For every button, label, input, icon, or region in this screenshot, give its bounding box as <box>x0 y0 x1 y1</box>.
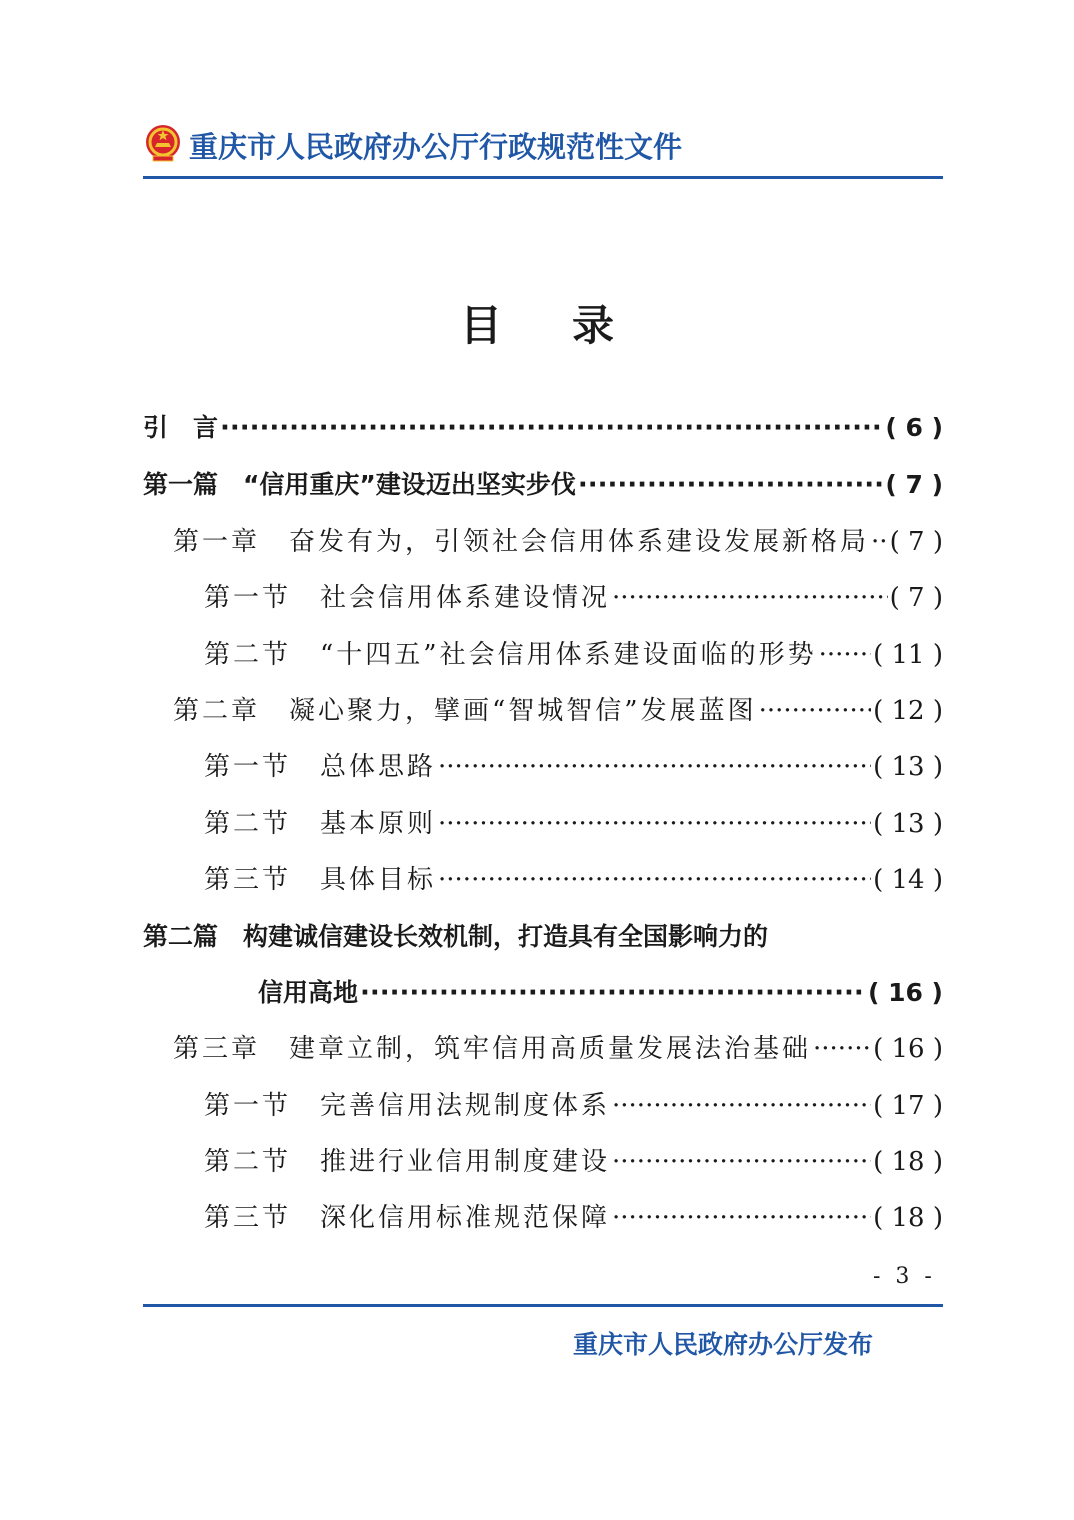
toc-entry-label: 第一节 总体思路 <box>204 752 437 782</box>
toc-entry[interactable] <box>204 577 943 615</box>
toc-entry-page: ( 11 ) <box>873 640 943 670</box>
toc-entry[interactable] <box>204 634 943 672</box>
toc-entry-page: ( 7 ) <box>889 527 943 557</box>
toc-entry-label: 第一节 社会信用体系建设情况 <box>204 583 611 613</box>
toc-entry-label: 第三节 深化信用标准规范保障 <box>204 1203 611 1233</box>
dot-leader <box>819 640 872 670</box>
national-emblem-icon <box>143 123 183 163</box>
toc-entry[interactable] <box>143 465 943 503</box>
dot-leader <box>438 865 871 895</box>
footer-publisher: 重庆市人民政府办公厅发布 <box>573 1330 874 1359</box>
dot-leader <box>578 470 883 500</box>
toc-entry[interactable] <box>258 973 943 1011</box>
toc-entry-label: 第二节 “十四五”社会信用体系建设面临的形势 <box>204 640 817 670</box>
toc-entry-label: 第三节 具体目标 <box>204 865 437 895</box>
toc-entry[interactable] <box>173 521 943 559</box>
toc-entry-page: ( 7 ) <box>885 470 943 499</box>
toc-entry-page: ( 18 ) <box>873 1147 943 1177</box>
dot-leader <box>612 583 888 613</box>
dot-leader <box>438 752 871 782</box>
toc-entry[interactable] <box>204 746 943 784</box>
toc-entry-label: 第二节 基本原则 <box>204 809 437 839</box>
toc-entry-page: ( 12 ) <box>873 696 943 726</box>
toc-entry-continuation: 信用高地 <box>258 978 359 1007</box>
dot-leader <box>360 978 866 1008</box>
toc-entry-page: ( 16 ) <box>873 1034 943 1064</box>
toc-entry-page: ( 14 ) <box>873 865 943 895</box>
toc-entry-page: ( 16 ) <box>867 978 943 1007</box>
toc-entry[interactable] <box>204 1085 943 1123</box>
toc-entry-page: ( 13 ) <box>873 809 943 839</box>
toc-entry-page: ( 18 ) <box>873 1203 943 1233</box>
header-rule <box>143 176 943 179</box>
document-header <box>143 118 943 178</box>
toc-entry[interactable] <box>204 803 943 841</box>
footer-rule <box>143 1304 943 1307</box>
toc-entry-page: ( 7 ) <box>889 583 943 613</box>
toc-entry[interactable] <box>204 1197 943 1235</box>
toc-entry-page: ( 13 ) <box>873 752 943 782</box>
dot-leader <box>612 1091 871 1121</box>
toc-entry[interactable] <box>204 859 943 897</box>
toc-entry-label: 第一篇 “信用重庆”建设迈出坚实步伐 <box>143 470 576 499</box>
toc-entry[interactable] <box>173 690 943 728</box>
toc-entry-label: 第三章 建章立制，筑牢信用高质量发展法治基础 <box>173 1034 812 1064</box>
toc-entry-label: 第一章 奋发有为，引领社会信用体系建设发展新格局 <box>173 527 870 557</box>
dot-leader <box>438 809 871 839</box>
toc-entry-label: 第一节 完善信用法规制度体系 <box>204 1091 611 1121</box>
header-title: 重庆市人民政府办公厅行政规范性文件 <box>189 130 683 164</box>
toc-entry[interactable] <box>173 1028 943 1066</box>
toc-entry[interactable] <box>204 1141 943 1179</box>
dot-leader <box>759 696 872 726</box>
toc-entry-page: ( 6 ) <box>885 413 943 442</box>
toc-title: 目录 <box>459 301 684 350</box>
dot-leader <box>871 527 888 557</box>
toc-entry[interactable] <box>143 408 943 446</box>
dot-leader <box>612 1147 871 1177</box>
dot-leader <box>612 1203 871 1233</box>
dot-leader <box>220 413 883 443</box>
toc-entry-page: ( 17 ) <box>873 1091 943 1121</box>
toc-entry-label[interactable]: 第二篇 构建诚信建设长效机制，打造具有全国影响力的 <box>143 922 769 951</box>
toc-entry-label: 第二章 凝心聚力，擘画“智城智信”发展蓝图 <box>173 696 757 726</box>
dot-leader <box>813 1034 871 1064</box>
page-number: - 3 - <box>873 1264 936 1289</box>
toc-entry-label: 第二节 推进行业信用制度建设 <box>204 1147 611 1177</box>
toc-entry-label: 引 言 <box>143 413 219 442</box>
